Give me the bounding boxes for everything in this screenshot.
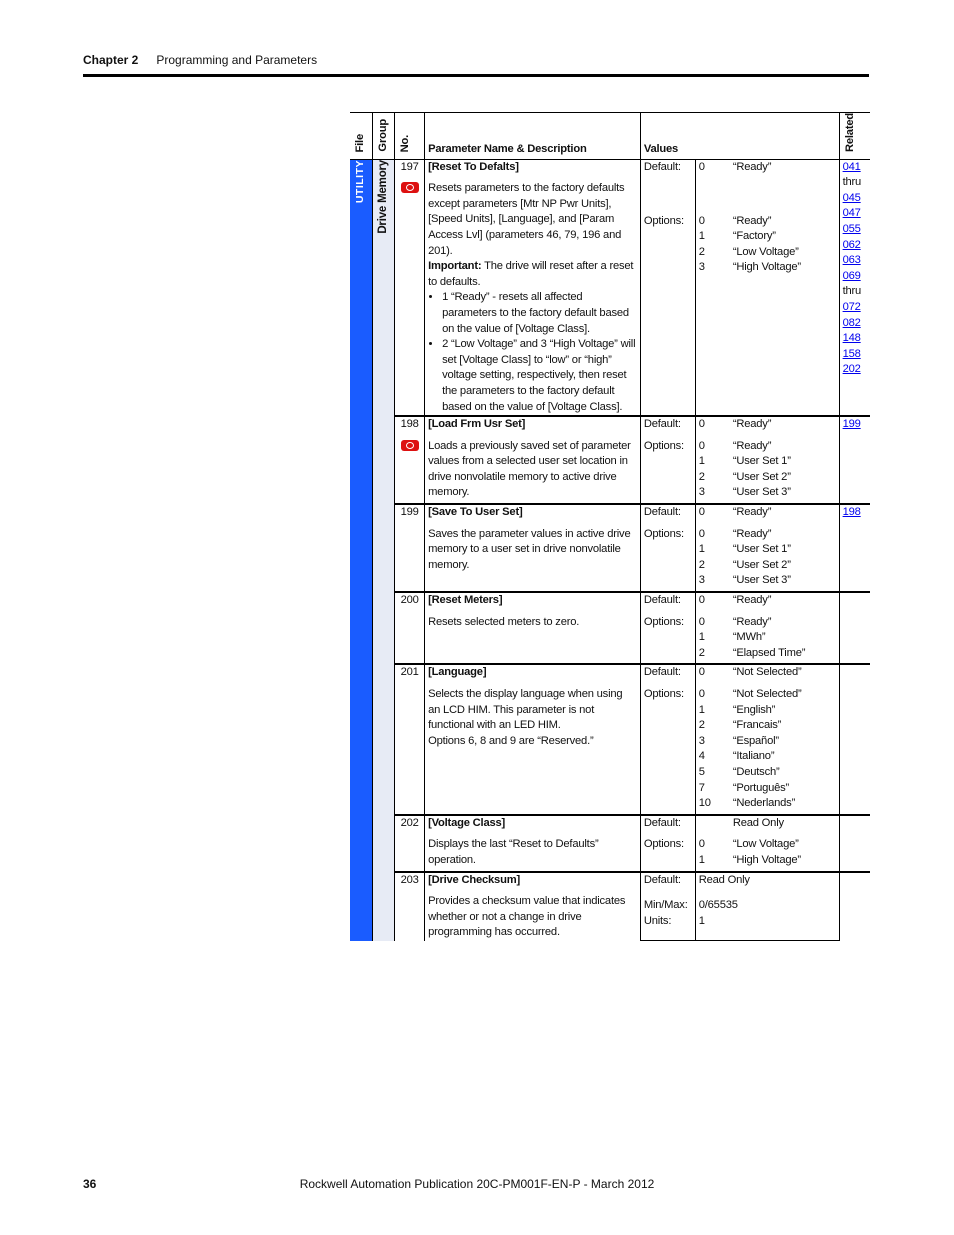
param-description: [Voltage Class] Displays the last “Reset to Defaults” operation.: [425, 815, 641, 872]
param-number: 202: [395, 815, 425, 872]
stop-drive-icon: [401, 440, 419, 451]
param-number: 200: [395, 592, 425, 664]
page-number: 36: [83, 1177, 97, 1191]
options-nums: 0 1: [695, 831, 730, 871]
chapter-title: Programming and Parameters: [156, 53, 318, 67]
parameter-table: [350, 112, 870, 941]
related-link[interactable]: 045: [842, 191, 861, 204]
page-header: [83, 53, 317, 67]
default-value-num: 0: [695, 159, 730, 207]
related-params: 041 thru 045 047 055 062 063 069 thru 072 082 148 158 202: [839, 159, 870, 416]
default-label: Default:: [640, 504, 695, 521]
param-description: [Save To User Set] Saves the parameter values in active drive memory to a user set in drive nonvolatile memory.: [425, 504, 641, 592]
options-nums: 0 1 2 3: [695, 208, 730, 417]
related-link[interactable]: 199: [842, 418, 861, 431]
related-link[interactable]: 198: [842, 506, 861, 519]
related-link[interactable]: 069: [842, 269, 861, 282]
param-name: [Load Frm Usr Set]: [428, 418, 526, 431]
param-row-203: [350, 872, 870, 892]
default-label: Default:: [640, 416, 695, 433]
options-texts: “Not Selected” “English” “Francais” “Español” “Italiano” “Deutsch” “Português” “Nederlands”: [732, 688, 802, 810]
param-name: [Save To User Set]: [428, 506, 523, 519]
col-header-file: File: [350, 113, 372, 160]
default-label: Default:: [640, 592, 695, 609]
group-cell: [372, 159, 395, 941]
related-link[interactable]: 063: [842, 254, 861, 267]
related-link[interactable]: 055: [842, 222, 861, 235]
options-nums: 0 1 2 3: [695, 433, 730, 504]
group-label: Drive Memory: [376, 159, 389, 234]
col-header-related: Related: [839, 113, 870, 160]
options-nums: 0 1 2: [695, 609, 730, 665]
param-row-198: [350, 416, 870, 433]
options-nums: 0 1 2 3 4 5 7 10: [695, 681, 730, 815]
range-labels: Min/Max: Units:: [640, 892, 695, 941]
options-label: Options:: [640, 521, 695, 592]
param-name: [Reset Meters]: [428, 594, 503, 607]
col-header-values: Values: [640, 113, 839, 160]
options-label: Options:: [640, 831, 695, 871]
param-description: [Reset Meters] Resets selected meters to zero.: [425, 592, 641, 664]
options-texts: “Ready” “User Set 1” “User Set 2” “User Set 3”: [732, 439, 791, 499]
param-description: [Drive Checksum] Provides a checksum value that indicates whether or not a change in drive programming has occurred.: [425, 872, 641, 941]
related-params: [839, 416, 870, 504]
col-header-group: Group: [372, 113, 395, 160]
default-value-text: Read Only: [730, 815, 839, 832]
related-link[interactable]: 082: [842, 316, 861, 329]
col-header-name: Parameter Name & Description: [425, 113, 641, 160]
options-label: Options:: [640, 681, 695, 815]
default-label: Default:: [640, 872, 695, 892]
param-description: [Reset To Defalts] Resets parameters to the factory defaults except parameters [Mtr NP Pwr Units], [Speed Units], [Language], and [Param Access Lvl] (parameters 46, 79, 196 and 201). Important: The drive will reset after a reset to defaults. • 1 “Ready” - resets all affected parameters to the factory default based on the value of [Voltage Class]. • 2 “Low Voltage” and 3 “High Voltage” will set [Voltage Class] to “low” or “high” voltage setting, respectively, then reset the parameters to the factory default based on the value of [Voltage Class].: [425, 159, 641, 416]
param-number: 199: [395, 504, 425, 592]
related-link[interactable]: 072: [842, 300, 861, 313]
stop-drive-icon: [401, 182, 419, 193]
options-texts: “Ready” “Factory” “Low Voltage” “High Voltage”: [732, 214, 801, 274]
options-label: Options:: [640, 609, 695, 665]
default-value-text: “Ready”: [730, 592, 839, 609]
bullet-list: [428, 290, 637, 415]
table-header-row: [350, 113, 870, 160]
header-rule: [83, 74, 869, 77]
options-nums: 0 1 2 3: [695, 521, 730, 592]
default-label: Default:: [640, 159, 695, 207]
range-values: 0/65535 1: [695, 892, 839, 941]
chapter-label: Chapter 2: [83, 53, 139, 67]
related-link[interactable]: 047: [842, 207, 861, 220]
default-value-num: 0: [695, 504, 730, 521]
file-cell: [350, 159, 372, 941]
param-number: 198: [395, 416, 425, 504]
related-params: [839, 872, 870, 941]
file-label: UTILITY: [354, 159, 366, 203]
param-name: [Language]: [428, 666, 487, 679]
param-description: [Language] Selects the display language when using an LCD HIM. This parameter is not functional with an LED HIM. Options 6, 8 and 9 are “Reserved.”: [425, 664, 641, 814]
options-texts: “Ready” “MWh” “Elapsed Time”: [732, 615, 806, 659]
param-name: [Reset To Defalts]: [428, 160, 519, 173]
default-value-num: 0: [695, 664, 730, 681]
default-value-text: Read Only: [695, 872, 839, 892]
default-label: Default:: [640, 815, 695, 832]
param-number: 201: [395, 664, 425, 814]
options-texts: “Ready” “User Set 1” “User Set 2” “User Set 3”: [732, 527, 791, 587]
param-row-199: [350, 504, 870, 521]
related-link[interactable]: 158: [842, 347, 861, 360]
related-link[interactable]: 062: [842, 238, 861, 251]
related-params: [839, 592, 870, 664]
default-value-num: 0: [695, 416, 730, 433]
param-row-202: [350, 815, 870, 832]
options-texts: “Low Voltage” “High Voltage”: [732, 838, 801, 866]
default-value-text: “Ready”: [730, 504, 839, 521]
param-name: [Drive Checksum]: [428, 873, 520, 886]
related-params: [839, 664, 870, 814]
default-value-text: “Ready”: [730, 416, 839, 433]
param-number: 197: [395, 159, 425, 416]
list-item: • 1 “Ready” - resets all affected parameters to the factory default based on the value of [Voltage Class].: [442, 290, 637, 337]
param-row-200: [350, 592, 870, 609]
param-description: [Load Frm Usr Set] Loads a previously saved set of parameter values from a selected user set location in drive nonvolatile memory to active drive memory.: [425, 416, 641, 504]
default-value-text: “Ready”: [730, 159, 839, 207]
param-row-201: [350, 664, 870, 681]
options-label: Options:: [640, 208, 695, 417]
param-number: 203: [395, 872, 425, 941]
list-item: • 2 “Low Voltage” and 3 “High Voltage” will set [Voltage Class] to “low” or “high” voltage setting, respectively, then reset the parameters to the factory default based on the value of [Voltage Class].: [442, 337, 637, 415]
related-link[interactable]: 148: [842, 332, 861, 345]
default-value-num: 0: [695, 592, 730, 609]
related-link[interactable]: 041: [842, 160, 861, 173]
options-label: Options:: [640, 433, 695, 504]
param-row-197: [350, 159, 870, 207]
param-name: [Voltage Class]: [428, 816, 506, 829]
related-params: [839, 504, 870, 592]
col-header-no: No.: [395, 113, 425, 160]
related-params: [839, 815, 870, 872]
default-label: Default:: [640, 664, 695, 681]
default-value-text: “Not Selected”: [730, 664, 839, 681]
publication-info: Rockwell Automation Publication 20C-PM001F-EN-P - March 2012: [299, 1177, 655, 1191]
related-link[interactable]: 202: [842, 363, 861, 376]
default-value-num: [695, 815, 730, 832]
